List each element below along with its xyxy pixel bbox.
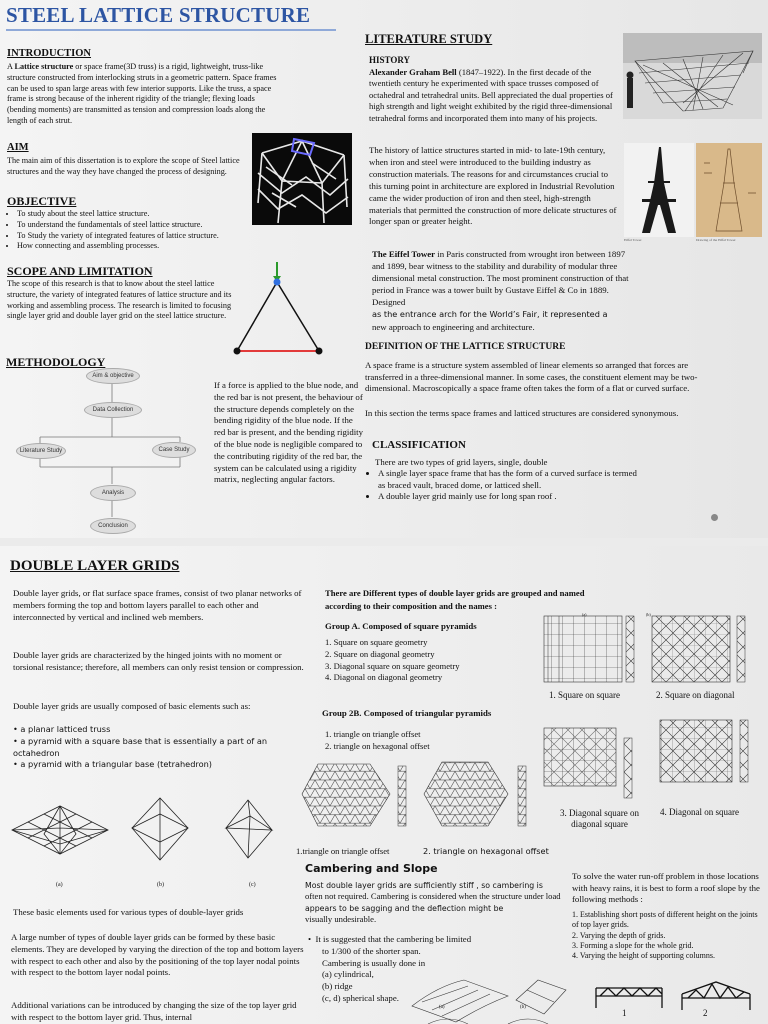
force-explanation-text: If a force is applied to the blue node, and the red bar is not present, the behaviour of the structure depends completely on the bending rigidity of the blue node. If the red bar is present, and the bending rigidity of the blue node is negligible compared to the contributing rigidity of the red bar, the system can be calculated using a rigidity matrix, neglecting angular factors. bbox=[214, 380, 364, 485]
flow-node-literature: Literature Study bbox=[16, 443, 66, 459]
group-b-list bbox=[325, 729, 525, 753]
flow-node-case-study: Case Study bbox=[152, 442, 196, 458]
definition-heading: DEFINITION OF THE LATTICE STRUCTURE bbox=[365, 342, 566, 352]
group-b-triangle-figures bbox=[300, 754, 540, 844]
water-runoff-list bbox=[572, 910, 764, 961]
roof-figure-label-2: 2 bbox=[703, 1008, 708, 1018]
aim-heading: AIM bbox=[7, 142, 29, 153]
scope-heading: SCOPE AND LIMITATION bbox=[7, 264, 153, 278]
eiffel-text-2: as the entrance arch for the World’s Fair, it represented a bbox=[372, 309, 608, 319]
objective-heading: OBJECTIVE bbox=[7, 194, 77, 208]
history-text: The history of lattice structures started in mid- to late-19th century, when iron and steel were introduced to the building industry as construction materials. The reasons for and circumstances crucial to this turning point in architecture are explored in Industrial Revolution came the wider production of iron and then steel, high-strength materials that permitted the construction of more delicate structures of longer span or greater height. bbox=[369, 145, 617, 227]
dlg-p2: Double layer grids are characterized by the hinged joints with no moment or torsional resistance; therefore, all members can only resist tension or compression. bbox=[13, 650, 304, 672]
objective-list bbox=[7, 209, 277, 252]
group-a-caption-3: 3. Diagonal square on diagonal square bbox=[560, 808, 639, 829]
fig-label-a: (a) bbox=[56, 882, 63, 888]
camber-shapes-figure bbox=[408, 966, 568, 1024]
roof-slope-figures bbox=[592, 974, 764, 1014]
dlg-p3: Double layer grids are usually composed of basic elements such as: bbox=[13, 701, 251, 711]
dlg-p1: Double layer grids, or flat surface space frames, consist of two planar networks of members forming the top and bottom layers parallel to each other and interconnected by vertical and inclined web members. bbox=[13, 588, 302, 622]
objective-item: • To Study the variety of integrated features of lattice structure. bbox=[17, 231, 277, 242]
element-item: • a pyramid with a square base that is essentially a part of an octahedron bbox=[13, 735, 268, 758]
fig-label-c: (c) bbox=[249, 882, 256, 888]
group-a-item: 1. Square on square geometry bbox=[325, 637, 428, 647]
literature-heading: LITERATURE STUDY bbox=[365, 32, 493, 46]
basic-elements-figure bbox=[8, 788, 298, 888]
group-b-item: 2. triangle on hexagonal offset bbox=[325, 740, 430, 751]
group-a-item: 4. Diagonal on diagonal geometry bbox=[325, 672, 443, 683]
slide-dot bbox=[711, 514, 718, 521]
flow-node-aim: Aim & objective bbox=[86, 368, 140, 384]
water-runoff-text: To solve the water run-off problem in those locations with heavy rains, it is best to form a roof slope by the following methods : bbox=[572, 871, 760, 905]
group-b-caption-1: 1.triangle on triangle offset bbox=[296, 846, 390, 856]
bell-tetrahedral-photo bbox=[623, 33, 762, 119]
cambering-text: Most double layer grids are sufficiently stiff , so cambering is often not required. Cambering is considered when the structure under load appears to be sagging and the deflection might be visually undesirable. bbox=[305, 881, 561, 925]
classification-list bbox=[368, 468, 638, 503]
element-list bbox=[13, 724, 303, 771]
water-item: 3. Forming a slope for the whole grid. bbox=[572, 940, 694, 950]
intro-heading: INTRODUCTION bbox=[7, 48, 92, 59]
objective-item: • How connecting and assembling processes. bbox=[17, 241, 277, 252]
definition-text-2: In this section the terms space frames and latticed structures are considered synonymous. bbox=[365, 408, 679, 418]
aim-text: The main aim of this dissertation is to explore the scope of Steel lattice structures and the way they have changed the process of designing. bbox=[7, 156, 240, 176]
bottom-slide bbox=[0, 546, 768, 1024]
blue-node bbox=[274, 279, 281, 286]
group-a-heading: Group A. Composed of square pyramids bbox=[325, 621, 477, 631]
group-a-item: 3. Diagonal square on square geometry bbox=[325, 660, 460, 671]
fig-label-b: (b) bbox=[157, 882, 164, 888]
camber-option: (b) ridge bbox=[322, 981, 353, 992]
flow-node-data-collection: Data Collection bbox=[84, 402, 142, 418]
roof-figure-label-1: 1 bbox=[622, 1008, 627, 1018]
group-a-small-label-a: (a) bbox=[582, 612, 587, 617]
group-b-caption-2: 2. triangle on hexagonal offset bbox=[423, 846, 549, 856]
group-a-list bbox=[325, 637, 525, 684]
classification-heading: CLASSIFICATION bbox=[372, 439, 466, 451]
objective-item: • To study about the steel lattice structure. bbox=[17, 209, 277, 220]
cambering-limit: • It is suggested that the cambering be limited to 1/300 of the shorter span. Cambering is usually done in (a) cylindrical, (b) ridge (c, d) spherical shape. bbox=[308, 934, 508, 1005]
objective-item: • To understand the fundamentals of steel lattice structure. bbox=[17, 220, 277, 231]
cambering-heading: Cambering and Slope bbox=[305, 862, 438, 875]
camber-option: (a) cylindrical, bbox=[322, 969, 374, 980]
flow-node-analysis: Analysis bbox=[90, 485, 136, 501]
dlg-p6: Additional variations can be introduced by changing the size of the top layer grid with respect to the bottom layer grid. Thus, internal bbox=[11, 1000, 297, 1022]
scope-text: The scope of this research is that to know about the steel lattice structure, the variety of integrated features of lattice structure and its working and assembling process. The research is limited to focusing single layer grid and double layer grid on the steel lattice structure. bbox=[7, 279, 232, 321]
eiffel-images bbox=[624, 143, 764, 253]
camber-option: (c, d) spherical shape. bbox=[322, 992, 399, 1003]
camber-label-a: (a) bbox=[439, 1005, 445, 1010]
double-layer-heading: DOUBLE LAYER GRIDS bbox=[10, 558, 180, 574]
classification-text: There are two types of grid layers, single, double bbox=[375, 457, 548, 467]
element-item: • a pyramid with a triangular base (tetrahedron) bbox=[13, 759, 212, 770]
groups-intro: There are Different types of double layer grids are grouped and named according to their composition and the names : bbox=[325, 588, 585, 611]
group-b-heading: Group 2B. Composed of triangular pyramids bbox=[322, 708, 492, 718]
classification-item: • A single layer space frame that has the form of a curved surface is termed as braced vault, braced dome, or latticed shell. bbox=[378, 468, 638, 491]
methodology-heading: METHODOLOGY bbox=[6, 355, 106, 369]
group-a-caption-4: 4. Diagonal on square bbox=[660, 807, 739, 817]
force-triangle-diagram bbox=[228, 258, 328, 358]
group-a-grid-figures-1-2 bbox=[540, 612, 765, 692]
eiffel-caption-1: Eiffel Tower bbox=[624, 238, 642, 242]
eiffel-text-3: new approach to engineering and architecture. bbox=[372, 322, 535, 332]
group-a-caption-1: 1. Square on square bbox=[549, 690, 620, 700]
definition-text: A space frame is a structure system assembled of linear elements so arranged that forces are transferred in a three-dimensional manner. In some cases, the constituent element may be two-dimensional. Macroscopically a space frame often takes the form of a flat or curved surface. bbox=[365, 360, 698, 393]
camber-label-b: (b) bbox=[520, 1005, 526, 1010]
title-underline bbox=[6, 29, 336, 31]
water-item: 2. Varying the depth of grids. bbox=[572, 930, 666, 940]
eiffel-caption-2: Drawing of the Eiffel Tower bbox=[696, 238, 736, 242]
history-heading: HISTORY bbox=[369, 55, 411, 65]
intro-text: A Lattice structure or space frame(3D truss) is a rigid, lightweight, truss-like structure constructed from interlocking struts in a geometric pattern. Space frames can be used to span large areas with few interior supports. Like the truss, a space frame is strong because of the inherent rigidity of the triangle; flexing loads (bending moments) are transmitted as tension and compression loads along the length of each strut. bbox=[7, 62, 277, 125]
group-a-small-label-b: (b) bbox=[646, 612, 651, 617]
group-b-item: 1. triangle on triangle offset bbox=[325, 729, 421, 739]
bell-text: Alexander Graham Bell (1847–1922). In the first decade of the twentieth century he experimented with space trusses composed of octahedral and tetrahedral units. Bell appreciated the dual properties of high strength and light weight exhibited by the rigid three-dimensional tetrahedral forms and incorporated them into many of his projects. bbox=[369, 67, 613, 123]
page-title: STEEL LATTICE STRUCTURE bbox=[6, 3, 311, 27]
classification-item: • A double layer grid mainly use for long span roof . bbox=[378, 491, 638, 503]
group-a-item: 2. Square on diagonal geometry bbox=[325, 648, 435, 659]
dlg-p5: A large number of types of double layer grids can be formed by these basic elements. They are developed by varying the direction of the top and bottom layers with respect to each other and also by the positioning of the top layer nodal points with respect to the bottom layer nodal points. bbox=[11, 932, 304, 978]
group-a-grid-figures-3-4 bbox=[540, 716, 765, 806]
element-item: • a planar latticed truss bbox=[13, 724, 111, 734]
group-a-caption-2: 2. Square on diagonal bbox=[656, 690, 735, 700]
dlg-p4: These basic elements used for various types of double-layer grids bbox=[13, 907, 244, 917]
lattice-3d-image bbox=[252, 133, 352, 225]
eiffel-text: The Eiffel Tower in Paris constructed from wrought iron between 1897 and 1899, bear witness to the stability and durability of modular three dimensional metal construction. The most prominent construction of that period in France was a tower built by Gustave Eiffel & Co in 1889. Designed bbox=[372, 249, 629, 307]
water-item: 1. Establishing short posts of different height on the joints of top layer grids. bbox=[572, 910, 758, 930]
flow-node-conclusion: Conclusion bbox=[90, 518, 136, 534]
water-item: 4. Varying the height of supporting columns. bbox=[572, 951, 715, 961]
